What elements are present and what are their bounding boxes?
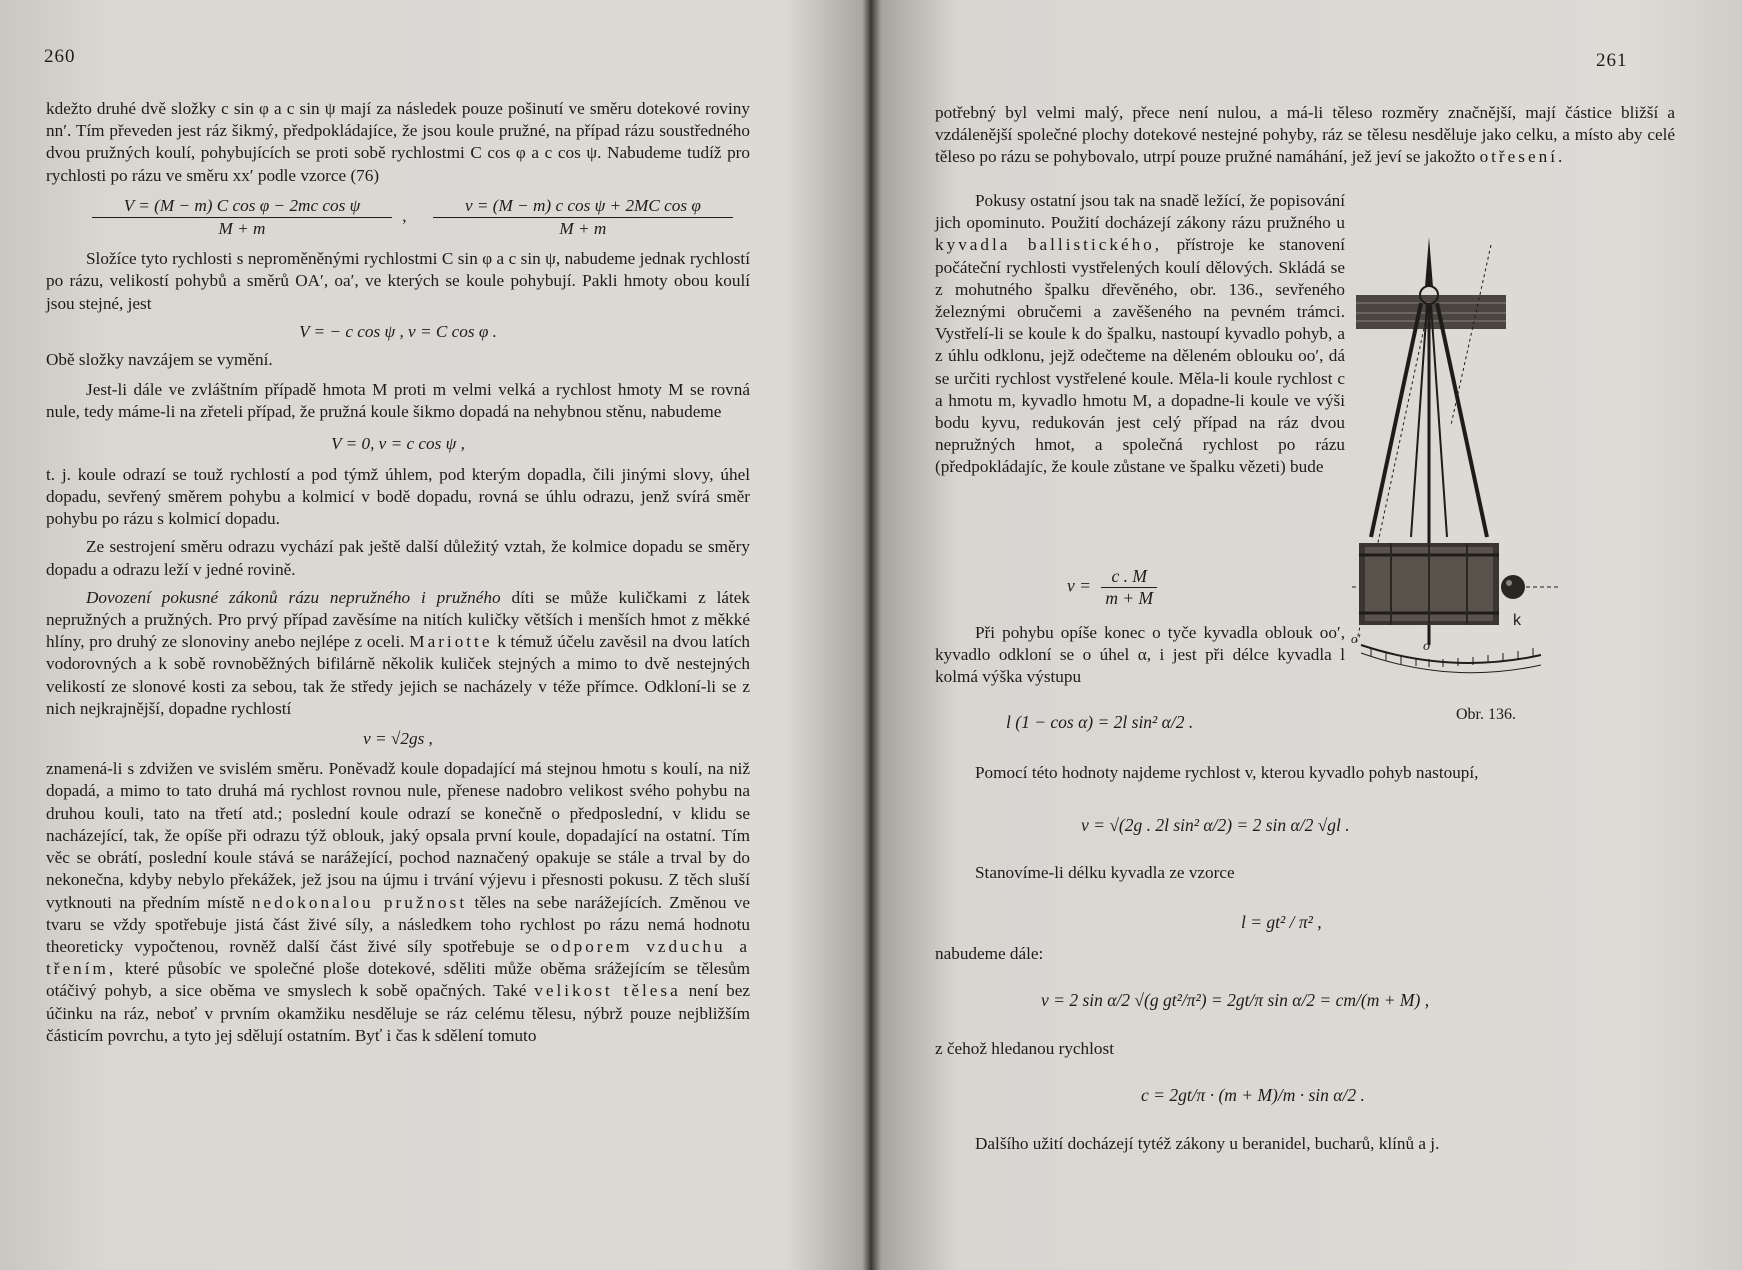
paragraph-long	[46, 758, 750, 1047]
equation-wall: V = 0, v = c cos ψ ,	[331, 433, 465, 453]
left-column	[46, 98, 750, 1047]
right-paragraph-further	[935, 943, 1675, 965]
paragraph-text: Pokusy ostatní jsou tak na snadě ležící, že popisování jich opominuto. Použití docházejí zákony rázu pružného u	[935, 191, 1345, 233]
paragraph: z čehož hledanou rychlost	[935, 1039, 1114, 1058]
equation-common-velocity	[1067, 566, 1163, 609]
paragraph-text: k témuž účelu zavěsil na dvou latích vodorovných a k sobě rovnoběžných bifilárně několik kuliček stejných a mimo to dvě nestejných velikostí ze slonové kosti za sebou, tak že středy jejich se nacházely v téže přímce. Odkloní-li se z nich nejkrajnější, dopadne rychlostí	[46, 632, 750, 718]
label-o-prime: o′	[1351, 631, 1361, 646]
equation-velocity: v = √2gs ,	[363, 729, 433, 749]
eq1-denominator: M + m	[218, 219, 266, 239]
right-column-pendulum	[935, 622, 1345, 689]
page-number-left: 260	[44, 46, 76, 67]
paragraph: nabudeme dále:	[935, 944, 1044, 963]
paragraph: Složíce tyto rychlosti s neproměněnými rychlostmi C sin φ a c sin ψ, nabudeme jednak rychlostí po rázu, velikostí pohybů a směrů OA′, oa′, ve kterých se koule pohybují. Pakli hmoty obou koulí jsou stejné, jest	[46, 249, 750, 313]
right-column-narrow	[935, 190, 1345, 479]
spaced-term: kyvadla ballistického,	[935, 235, 1163, 255]
eq2-numerator: v = (M − m) c cos ψ + 2MC cos φ	[433, 195, 733, 218]
right-page	[851, 0, 1742, 1270]
eqA-numerator: c . M	[1101, 566, 1157, 588]
paragraph-text: přístroje ke stanovení počáteční rychlosti vystřelených koulí dělových. Skládá se z mohutného špalku dřevěného, obr. 136., sevřeného železnými obručemi a zavěšeného na pevném trámci. Vystřelí-li se koule k do špalku, nastoupí kyvadlo pohyb, a z úhlu odklonu, jejž odečteme na děleném oblouku oo′, dá se určiti rychlost vystřelené koule. Měla-li koule rychlost c a hmotu m, kyvadlo hmotu M, a dopadne-li koule ve výši bodu kyvu, redukován jest celý případ na ráz dvou nepružných hmot, a společná rychlost po rázu (předpokládajíc, že koule zůstane ve špalku vězeti) bude	[935, 235, 1346, 477]
ball-k	[1501, 575, 1525, 599]
right-column-bottom	[935, 762, 1675, 784]
paragraph-text: díti se může kuličkami z látek nepružných a pružných. Pro prvý případ zavěsíme na nitích kuličky větších i menších hmot z měkké hlíny, pro druhý ze slonoviny anebo nejlépe z oceli.	[46, 587, 750, 652]
paragraph: Při pohybu opíše konec o tyče kyvadla oblouk oo′, kyvadlo odkloní se o úhel α, i jest při délce kyvadla l kolmá výška výstupu	[935, 623, 1345, 687]
paragraph	[935, 190, 1345, 479]
paragraph-text: které působíc ve společné ploše dotekové, sděliti může oběma srážejícím se tělesům otáčivý pohyb, a sice oběma ve smyslech k sobě opačných. Také	[46, 959, 751, 1001]
paragraph-text: těles na sebe narážejících. Změnou ve tvaru se vždy spotřebuje jistá část živé síly, a následkem toho rychlost po rázu nemá hodnotu theoreticky vypočtenou, rovněž další část živé síly spotřebuje se	[46, 892, 751, 956]
paragraph-text: není bez účinku na ráz, neboť v prvním okamžiku nesděluje se ráz celému tělesu, nýbrž pouze nejbližším částicím povrchu, a tyto jej sdělují ostatním. Byť i čas k sdělení tomuto	[46, 981, 750, 1045]
paragraph: t. j. koule odrazí se touž rychlostí a pod týmž úhlem, pod kterým dopadla, čili jinými slovy, úhel dopadu, sevřený směrem pohybu a kolmicí v bodě dopadu, rovná se úhlu odrazu, jenž svírá směr pohybu po rázu s kolmicí dopadu.	[46, 464, 750, 529]
right-column-top	[935, 102, 1675, 169]
equation-length: l = gt² / π² ,	[1241, 912, 1322, 932]
eqA-denominator: m + M	[1105, 588, 1154, 608]
left-page	[0, 0, 840, 1270]
paragraph-text: znamená-li s zdvižen ve svislém směru. Poněvadž koule dopadající má stejnou hmotu s koulí, na niž dopadá, a mimo to tato druhá má rychlost rovnou nule, přenese nadobro velikost svého pohybu na druhou kouli, tato na třetí atd.; poslední koule odrazí se konečně o předposlední, v klidu se nacházející, tak, že opíše při odrazu týž oblouk, jaký opsala první koule, dopadající na ostatní. Tím věc se obrátí, poslední koule stává se narážející, pochod naznačený opakuje se stále a trval by do nekonečna, kdyby nebylo překážek, jež jsou na újmu i trvání výjevu i přesnosti pokusu. Z těch sluší vytknouti na předním místě	[46, 759, 750, 912]
right-paragraph-length	[935, 862, 1675, 884]
paragraph: kdežto druhé dvě složky c sin φ a c sin ψ mají za následek pouze pošinutí ve směru dotekové roviny nn′. Tím převeden jest ráz šikmý, předpokládajíce, že jsou koule pružné, na případ rázu soustředného dvou pružných koulí, pohybujících se proti sobě rychlostmi C cos φ a c cos ψ. Nabudeme tudíž pro rychlosti po rázu ve směru xx′ podle vzorce (76)	[46, 99, 750, 185]
equation-height: l (1 − cos α) = 2l sin² α/2 .	[1006, 712, 1194, 732]
equation-76: $\frac{\text{V = (M − m) C cos φ − 2mc cos ψ}}{M + m}$ , $\frac{\text{v = (M − m) c cos ψ + 2MC cos φ}}{M + m}$	[46, 195, 750, 240]
eqA-lhs: v =	[1067, 575, 1091, 596]
equation-velocity-v: v = √(2g . 2l sin² α/2) = 2 sin α/2 √gl .	[1081, 815, 1350, 835]
figure-caption: Obr. 136.	[1456, 706, 1516, 723]
paragraph: Dalšího užití docházejí tytéž zákony u beranidel, bucharů, klínů a j.	[975, 1134, 1440, 1153]
label-o: o	[1423, 639, 1430, 654]
right-paragraph-final	[935, 1133, 1675, 1155]
paragraph: Pomocí této hodnoty najdeme rychlost v, kterou kyvadlo pohyb nastoupí,	[975, 763, 1479, 782]
eq1-numerator: V = (M − m) C cos φ − 2mc cos ψ	[92, 195, 392, 218]
paragraph: Ze sestrojení směru odrazu vychází pak ještě další důležitý vztah, že kolmice dopadu se směry dopadu a odrazu leží v jedné rovině.	[46, 537, 750, 579]
spaced-term: nedokonalou pružnost	[251, 892, 468, 912]
graduated-arc	[1361, 645, 1541, 663]
equation-c: c = 2gt/π · (m + M)/m · sin α/2 .	[1141, 1085, 1365, 1105]
equation-v-expanded: v = 2 sin α/2 √(g gt²/π²) = 2gt/π sin α/2 = cm/(m + M) ,	[1041, 990, 1430, 1010]
paragraph: Stanovíme-li délku kyvadla ze vzorce	[975, 863, 1235, 882]
spaced-term: otřesení.	[1479, 147, 1566, 167]
spaced-term: velikost tělesa	[534, 981, 681, 1001]
spaced-name: Mariotte	[409, 632, 493, 652]
paragraph: Obě složky navzájem se vymění.	[46, 350, 273, 370]
spaced-term: odporem vzduchu a třením,	[46, 936, 750, 979]
paragraph-text: potřebný byl velmi malý, přece není nulou, a má-li těleso rozměry značnější, mají částice bližší a vzdálenější společné plochy dotekové nestejné pohyby, ráz se tělesu nesděluje jako celku, a místo aby celé těleso po rázu se pohybovalo, utrpí pouze pružné namáhání, jež jeví se jakožto	[935, 103, 1675, 167]
label-k: k	[1513, 612, 1521, 629]
pivot-spike	[1425, 237, 1433, 287]
paragraph-experiments	[46, 587, 750, 720]
page-number-right: 261	[1596, 50, 1628, 71]
right-paragraph-whence	[935, 1038, 1675, 1060]
italic-heading: Dovození pokusné zákonů rázu nepružného i pružného	[86, 587, 501, 607]
paragraph	[935, 102, 1675, 169]
ballistic-pendulum-figure	[1351, 225, 1681, 695]
equation-equal-masses: V = − c cos ψ , v = C cos φ .	[299, 321, 497, 341]
paragraph: Jest-li dále ve zvláštním případě hmota M proti m velmi velká a rychlost hmoty M se rovná nule, tedy máme-li na zřeteli případ, že pružná koule šikmo dopadá na nehybnou stěnu, nabudeme	[46, 380, 750, 422]
eq2-denominator: M + m	[559, 219, 607, 239]
